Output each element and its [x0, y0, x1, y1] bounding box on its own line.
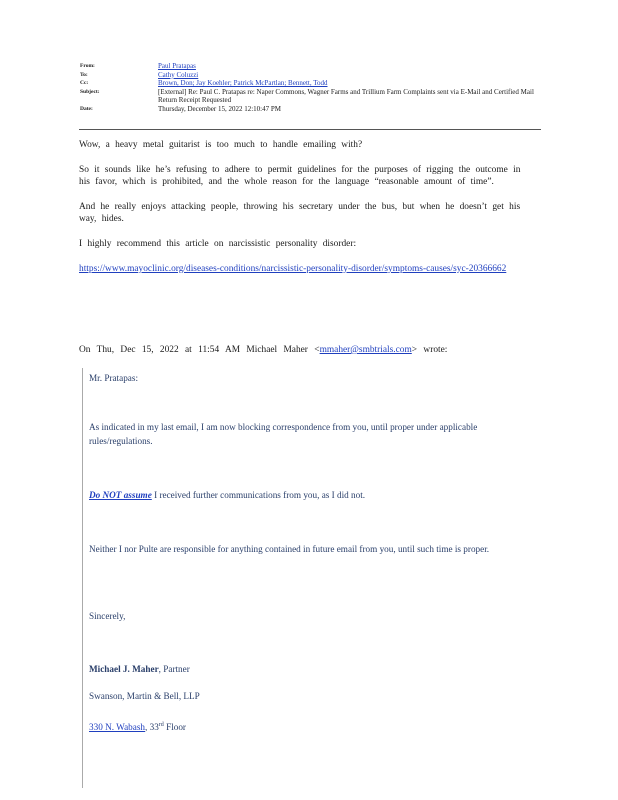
subject-label: Subject:	[80, 88, 100, 95]
quoted-paragraph-2	[89, 489, 529, 503]
subject-value: [External] Re: Paul C. Pratapas re: Naper Commons, Wagner Farms and Trillium Farm Complaints sent via E-Mail and Certified Mail Return Receipt Requested	[158, 87, 534, 105]
signature-firm: Swanson, Martin & Bell, LLP	[89, 691, 200, 701]
to-value[interactable]: Cathy Coluzzi	[158, 70, 199, 79]
body-paragraph-4: I highly recommend this article on narcissistic personality disorder:	[79, 238, 357, 249]
signature-line	[89, 663, 529, 677]
quoted-message	[82, 368, 543, 788]
signature-name: Michael J. Maher	[89, 664, 159, 674]
body-paragraph-3: And he really enjoys attacking people, throwing his secretary under the bus, but when he doesn’t get his way, hides.	[79, 201, 521, 225]
cc-value[interactable]: Brown, Don; Jay Koehler; Patrick McPartlan; Bennett, Todd	[158, 79, 328, 88]
from-row	[80, 62, 540, 71]
to-row	[80, 71, 540, 80]
quoted-greeting: Mr. Pratapas:	[89, 373, 138, 383]
sender-email-link[interactable]: mmaher@smbtrials.com	[319, 345, 412, 355]
floor-ordinal: rd	[158, 722, 164, 728]
email-body	[79, 139, 529, 287]
cc-row	[80, 79, 540, 88]
date-row	[80, 105, 540, 114]
cc-label: Cc:	[80, 80, 89, 87]
body-paragraph-2: So it sounds like he’s refusing to adhere to permit guidelines for the purposes of rigging the outcome in his favor, which is prohibited, and the whole reason for the language “reasonable amount of time”.	[79, 164, 521, 188]
do-not-assume-emphasis: Do NOT assume	[89, 490, 152, 500]
subject-row	[80, 88, 540, 105]
from-value[interactable]: Paul Pratapas	[158, 62, 196, 70]
address-link[interactable]: 330 N. Wabash	[89, 722, 145, 733]
date-label: Date:	[80, 105, 93, 112]
quoted-paragraph-3: Neither I nor Pulte are responsible for anything contained in future email from you, until such time is proper.	[89, 544, 490, 554]
quoted-paragraph-1: As indicated in my last email, I am now blocking correspondence from you, until proper under applicable rules/regulations.	[89, 422, 478, 446]
header-divider	[79, 129, 541, 130]
body-paragraph-1: Wow, a heavy metal guitarist is too much to handle emailing with?	[79, 140, 363, 150]
attribution-prefix: On Thu, Dec 15, 2022 at 11:54 AM Michael Maher <	[79, 345, 320, 355]
floor-number: , 33	[145, 722, 159, 733]
reply-attribution	[79, 345, 447, 355]
to-label: To:	[80, 71, 88, 78]
signature-address	[89, 719, 529, 735]
quoted-closing: Sincerely,	[89, 611, 126, 621]
attribution-suffix: > wrote:	[411, 345, 448, 355]
quoted-paragraph-2-rest: I received further communications from you, as I did not.	[151, 490, 366, 500]
floor-text: Floor	[163, 722, 186, 733]
signature-title: , Partner	[158, 664, 190, 674]
date-value: Thursday, December 15, 2022 12:10:47 PM	[158, 104, 281, 113]
article-link[interactable]: https://www.mayoclinic.org/diseases-conditions/narcissistic-personality-disorder/symptoms-causes/syc-20366662	[79, 263, 507, 274]
email-header	[80, 62, 540, 114]
from-label: From:	[80, 63, 95, 69]
